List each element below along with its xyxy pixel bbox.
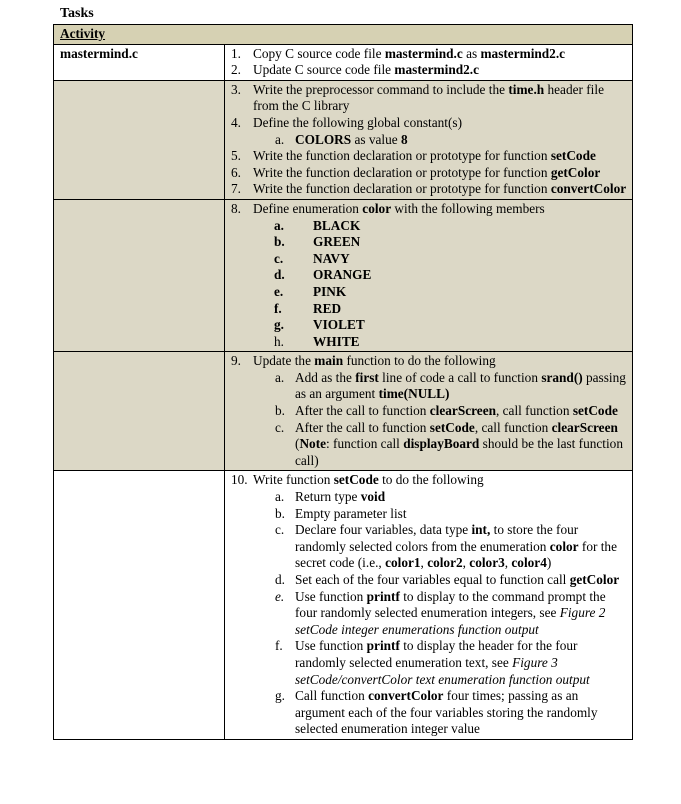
code-term: getColor bbox=[550, 164, 601, 180]
code-term: setCode bbox=[333, 472, 379, 488]
step-item bbox=[229, 201, 628, 218]
text: as value bbox=[351, 131, 402, 147]
step-item bbox=[229, 46, 628, 63]
sub-item bbox=[229, 370, 628, 403]
activity-header-text: Activity bbox=[60, 26, 106, 41]
empty-cell bbox=[54, 352, 225, 471]
enum-member-name: GREEN bbox=[313, 234, 361, 250]
code-term: first bbox=[355, 369, 379, 385]
header-row bbox=[54, 25, 633, 45]
file-label: mastermind.c bbox=[54, 44, 225, 80]
text: Update the bbox=[253, 353, 315, 369]
text: to display the header for the four randomly selected enumeration text, see bbox=[295, 638, 578, 670]
step-group bbox=[225, 44, 633, 80]
step-item bbox=[229, 148, 628, 165]
text: ( bbox=[295, 436, 300, 452]
step-group bbox=[225, 80, 633, 199]
enum-member-name: RED bbox=[313, 300, 342, 316]
code-term: displayBoard bbox=[403, 436, 480, 452]
empty-cell bbox=[54, 471, 225, 740]
sub-letter: h. bbox=[274, 333, 284, 349]
sub-letter: f. bbox=[274, 300, 282, 316]
step-item bbox=[229, 181, 628, 198]
code-term: mastermind2.c bbox=[480, 45, 566, 61]
code-term: mastermind.c bbox=[384, 45, 463, 61]
enum-member-name: WHITE bbox=[313, 333, 360, 349]
sub-item bbox=[229, 638, 628, 688]
step-item bbox=[229, 62, 628, 79]
table-row bbox=[54, 199, 633, 351]
text: Call function bbox=[295, 688, 369, 704]
code-term: color1 bbox=[385, 555, 421, 571]
sub-letter: b. bbox=[275, 505, 285, 521]
text: function to do the following bbox=[343, 353, 496, 369]
text: Write the function declaration or prototype for function bbox=[253, 181, 551, 197]
sub-item bbox=[229, 132, 628, 149]
text: Declare four variables, data type bbox=[295, 522, 472, 538]
activity-header bbox=[54, 25, 633, 45]
code-term: color bbox=[362, 200, 392, 216]
enum-member bbox=[229, 234, 628, 251]
sub-item bbox=[229, 403, 628, 420]
text: Add as the bbox=[295, 369, 356, 385]
sub-letter: c. bbox=[275, 522, 285, 538]
code-term: convertColor bbox=[368, 688, 444, 704]
step-number: 10. bbox=[231, 472, 248, 488]
enum-member bbox=[229, 284, 628, 301]
enum-member bbox=[229, 218, 628, 235]
sub-letter: a. bbox=[275, 489, 285, 505]
sub-letter: b. bbox=[274, 234, 285, 250]
text: Write function bbox=[253, 472, 334, 488]
enum-member-name: VIOLET bbox=[313, 317, 365, 333]
sub-letter: e. bbox=[274, 283, 284, 299]
code-term: color bbox=[549, 538, 579, 554]
code-term: clearScreen bbox=[551, 419, 618, 435]
text: four times; passing as an argument each of the four variables storing the randomly selected enumeration integer value bbox=[295, 688, 598, 737]
text: to display to the command prompt the four randomly selected enumeration integers, see bbox=[295, 588, 606, 621]
enum-member-name: NAVY bbox=[313, 250, 350, 266]
sub-letter: e. bbox=[275, 588, 285, 604]
enum-member-name: ORANGE bbox=[313, 267, 372, 283]
table-row bbox=[54, 352, 633, 471]
sub-item bbox=[229, 522, 628, 572]
tasks-table bbox=[53, 24, 633, 740]
figure-reference: Figure 2 setCode integer enumerations function output bbox=[295, 605, 606, 637]
text: line of code a call to function bbox=[378, 369, 542, 385]
figure-reference: Figure 3 setCode/convertColor text enumeration function output bbox=[295, 654, 590, 687]
code-term: printf bbox=[366, 638, 400, 654]
text: passing as an argument bbox=[295, 369, 626, 402]
step-number: 7. bbox=[231, 181, 241, 197]
sub-item bbox=[229, 589, 628, 639]
text: Define the following global constant(s) bbox=[253, 114, 463, 130]
page-title: Tasks bbox=[60, 6, 94, 21]
text: After the call to function bbox=[295, 403, 430, 419]
text: , bbox=[504, 555, 512, 571]
text: , call function bbox=[496, 403, 573, 419]
sub-letter: b. bbox=[275, 403, 285, 419]
sub-letter: g. bbox=[275, 688, 285, 704]
code-term: time(NULL) bbox=[378, 386, 450, 402]
sub-letter: c. bbox=[275, 419, 285, 435]
code-term: int, bbox=[471, 522, 491, 538]
text: Write the function declaration or prototype for function bbox=[253, 148, 551, 164]
step-number: 9. bbox=[231, 353, 241, 369]
enum-member bbox=[229, 334, 628, 351]
text: , call function bbox=[474, 419, 552, 435]
code-term: clearScreen bbox=[429, 403, 496, 419]
text: Use function bbox=[295, 638, 367, 654]
step-number: 4. bbox=[231, 114, 241, 130]
text: to store the four randomly selected colors from the enumeration bbox=[295, 522, 579, 554]
code-term: convertColor bbox=[550, 181, 627, 197]
code-term: COLORS bbox=[295, 131, 352, 147]
step-group bbox=[225, 352, 633, 471]
step-item bbox=[229, 353, 628, 370]
step-number: 1. bbox=[231, 45, 241, 61]
code-term: mastermind2.c bbox=[394, 62, 479, 78]
enum-member bbox=[229, 317, 628, 334]
text: Update C source code file bbox=[253, 62, 395, 78]
table-row bbox=[54, 44, 633, 80]
code-term: main bbox=[314, 353, 344, 369]
code-term: void bbox=[360, 489, 386, 505]
code-term: time.h bbox=[508, 81, 545, 97]
step-item bbox=[229, 165, 628, 182]
step-number: 6. bbox=[231, 164, 241, 180]
step-number: 8. bbox=[231, 200, 241, 216]
sub-item bbox=[229, 506, 628, 523]
sub-letter: a. bbox=[275, 369, 285, 385]
code-term: printf bbox=[366, 588, 400, 604]
sub-item bbox=[229, 572, 628, 589]
code-term: color4 bbox=[511, 555, 547, 571]
step-number: 5. bbox=[231, 148, 241, 164]
sub-item bbox=[229, 420, 628, 470]
code-term: srand() bbox=[541, 369, 583, 385]
step-number: 2. bbox=[231, 62, 241, 78]
text: Return type bbox=[295, 489, 361, 505]
sub-item bbox=[229, 688, 628, 738]
text: Define enumeration bbox=[253, 200, 363, 216]
text: for the secret code (i.e., bbox=[295, 538, 617, 571]
table-row bbox=[54, 80, 633, 199]
enum-member-name: PINK bbox=[313, 283, 347, 299]
code-term: color2 bbox=[427, 555, 463, 571]
text: Empty parameter list bbox=[295, 505, 407, 521]
code-term: Note bbox=[299, 436, 327, 452]
text: : function call bbox=[326, 436, 404, 452]
empty-cell bbox=[54, 199, 225, 351]
sub-letter: d. bbox=[274, 267, 285, 283]
step-item bbox=[229, 472, 628, 489]
code-term: getColor bbox=[569, 572, 620, 587]
sub-letter: c. bbox=[274, 250, 284, 266]
enum-member bbox=[229, 301, 628, 318]
text: Write the preprocessor command to include the bbox=[253, 81, 509, 97]
text: Copy C source code file bbox=[253, 45, 385, 61]
step-group bbox=[225, 471, 633, 740]
code-term: setCode bbox=[572, 403, 618, 419]
enum-member bbox=[229, 251, 628, 268]
text: should be the last function call) bbox=[295, 436, 623, 468]
text: Set each of the four variables equal to function call bbox=[295, 572, 570, 587]
step-group bbox=[225, 199, 633, 351]
table-row bbox=[54, 471, 633, 740]
text: After the call to function bbox=[295, 419, 430, 435]
text: to do the following bbox=[378, 472, 484, 488]
sub-letter: a. bbox=[275, 131, 285, 147]
text: , bbox=[462, 555, 470, 571]
code-term: color3 bbox=[469, 555, 505, 571]
enum-member-name: BLACK bbox=[313, 217, 361, 233]
step-item bbox=[229, 115, 628, 132]
text: ) bbox=[546, 555, 552, 571]
text: as bbox=[462, 45, 481, 61]
code-term: setCode bbox=[429, 419, 475, 435]
text: header file from the C library bbox=[253, 81, 604, 114]
sub-letter: a. bbox=[274, 217, 284, 233]
text: , bbox=[420, 555, 428, 571]
sub-letter: g. bbox=[274, 317, 284, 333]
text: Use function bbox=[295, 588, 367, 604]
enum-member bbox=[229, 267, 628, 284]
step-item bbox=[229, 82, 628, 115]
text: with the following members bbox=[391, 200, 545, 216]
sub-letter: f. bbox=[275, 638, 283, 654]
sub-letter: d. bbox=[275, 572, 285, 587]
code-term: 8 bbox=[401, 131, 408, 147]
empty-cell bbox=[54, 80, 225, 199]
sub-item bbox=[229, 489, 628, 506]
code-term: setCode bbox=[550, 148, 596, 164]
step-number: 3. bbox=[231, 81, 241, 97]
text: Write the function declaration or prototype for function bbox=[253, 164, 551, 180]
